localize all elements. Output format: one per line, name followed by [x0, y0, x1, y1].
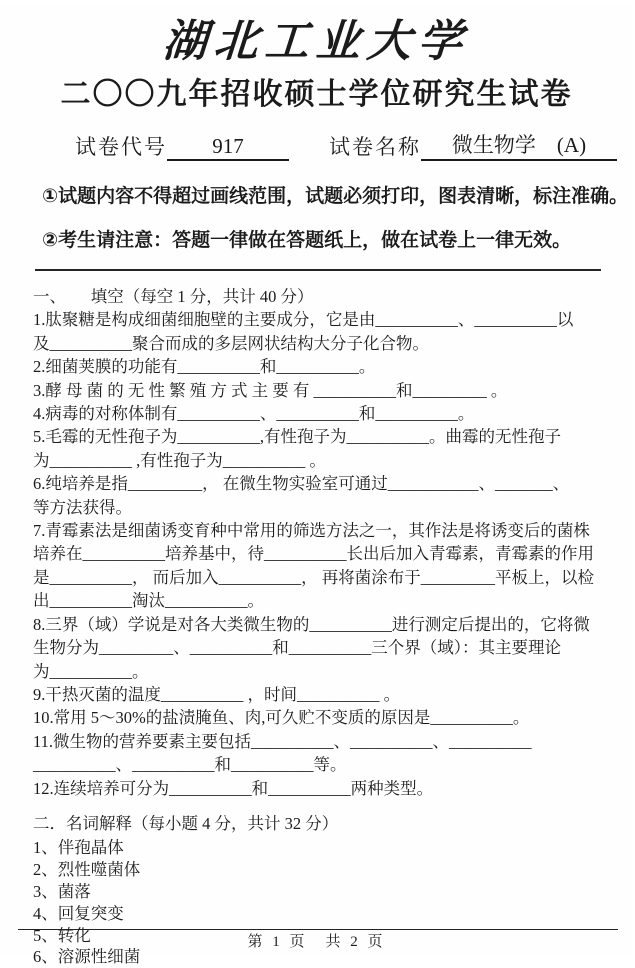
question-line: 9.干热灭菌的温度__________ ，时间__________ 。 — [33, 684, 401, 704]
term-item: 2、烈性噬菌体 — [33, 860, 141, 880]
paper-code-label: 试卷代号 — [75, 135, 167, 159]
question-line: 1.肽聚糖是构成细菌细胞壁的主要成分，它是由__________、__________以 — [33, 310, 574, 330]
notice-line-2: ②考生请注意：答题一律做在答题纸上，做在试卷上一律无效。 — [42, 230, 572, 251]
term-item: 3、菌落 — [33, 881, 91, 901]
question-line: 为__________。 — [33, 661, 149, 681]
question-line: 培养在__________培养基中，待__________长出后加入青霉素，青霉素的作用 — [33, 544, 594, 564]
question-line: 4.病毒的对称体制有__________、__________和__________。 — [33, 404, 475, 424]
university-logo: 湖北工业大学 — [161, 16, 471, 67]
question-line: 等方法获得。 — [33, 497, 132, 517]
term-item: 4、回复突变 — [33, 903, 124, 923]
question-line: 5.毛霉的无性孢子为__________,有性孢子为__________。曲霉的无性孢子 — [33, 427, 561, 447]
exam-paper-page — [0, 5, 633, 967]
question-line: 3.酵 母 菌 的 无 性 繁 殖 方 式 主 要 有 __________和_________ 。 — [33, 380, 508, 400]
section2-heading: 二．名词解释（每小题 4 分，共计 32 分） — [33, 813, 339, 833]
term-item: 1、伴孢晶体 — [33, 838, 124, 858]
question-line: 12.连续培养可分为__________和__________两种类型。 — [33, 778, 434, 798]
section1-heading: 一、 填空（每空 1 分，共计 40 分） — [33, 287, 314, 306]
paper-meta-row — [75, 129, 633, 161]
question-line: 为__________ ,有性孢子为__________ 。 — [33, 450, 326, 470]
question-line: __________、__________和__________等。 — [33, 755, 347, 775]
term-item: 5、转化 — [33, 925, 91, 945]
question-line: 出__________淘汰__________。 — [33, 591, 264, 611]
exam-body — [33, 285, 605, 968]
notice-line-1: ①试题内容不得超过画线范围，试题必须打印，图表清晰，标注准确。 — [42, 186, 629, 207]
question-line: 8.三界（域）学说是对各大类微生物的__________进行测定后提出的，它将微 — [33, 614, 590, 634]
paper-name-label: 试卷名称 — [329, 135, 421, 159]
term-item: 6、溶源性细菌 — [33, 947, 141, 967]
paper-name-value: 微生物学 (A) — [421, 129, 617, 161]
question-line: 6.纯培养是指_________， 在微生物实验室可通过___________、_______、 — [33, 474, 570, 494]
page-footer: 第 1 页 共 2 页 — [247, 934, 386, 950]
question-line: 2.细菌荚膜的功能有__________和__________。 — [33, 357, 376, 377]
notice-block — [42, 181, 633, 252]
question-line: 生物分为_________、__________和__________三个界（域）：其主要理论 — [33, 638, 561, 658]
header-separator-rule — [35, 269, 601, 271]
paper-code-value: 917 — [167, 134, 289, 161]
question-line: 10.常用 5～30%的盐渍腌鱼、肉,可久贮不变质的原因是__________。 — [33, 708, 530, 728]
question-line: 11.微生物的营养要素主要包括__________、__________、__________ — [33, 731, 532, 751]
question-line: 是__________， 而后加入__________， 再将菌涂布于_________平板上，以检 — [33, 567, 594, 587]
question-line: 7.青霉素法是细菌诱变育种中常用的筛选方法之一，其作法是将诱变后的菌株 — [33, 521, 590, 541]
question-line: 及__________聚合而成的多层网状结构大分子化合物。 — [33, 333, 429, 353]
exam-title: 二〇〇九年招收硕士学位研究生试卷 — [60, 78, 573, 111]
